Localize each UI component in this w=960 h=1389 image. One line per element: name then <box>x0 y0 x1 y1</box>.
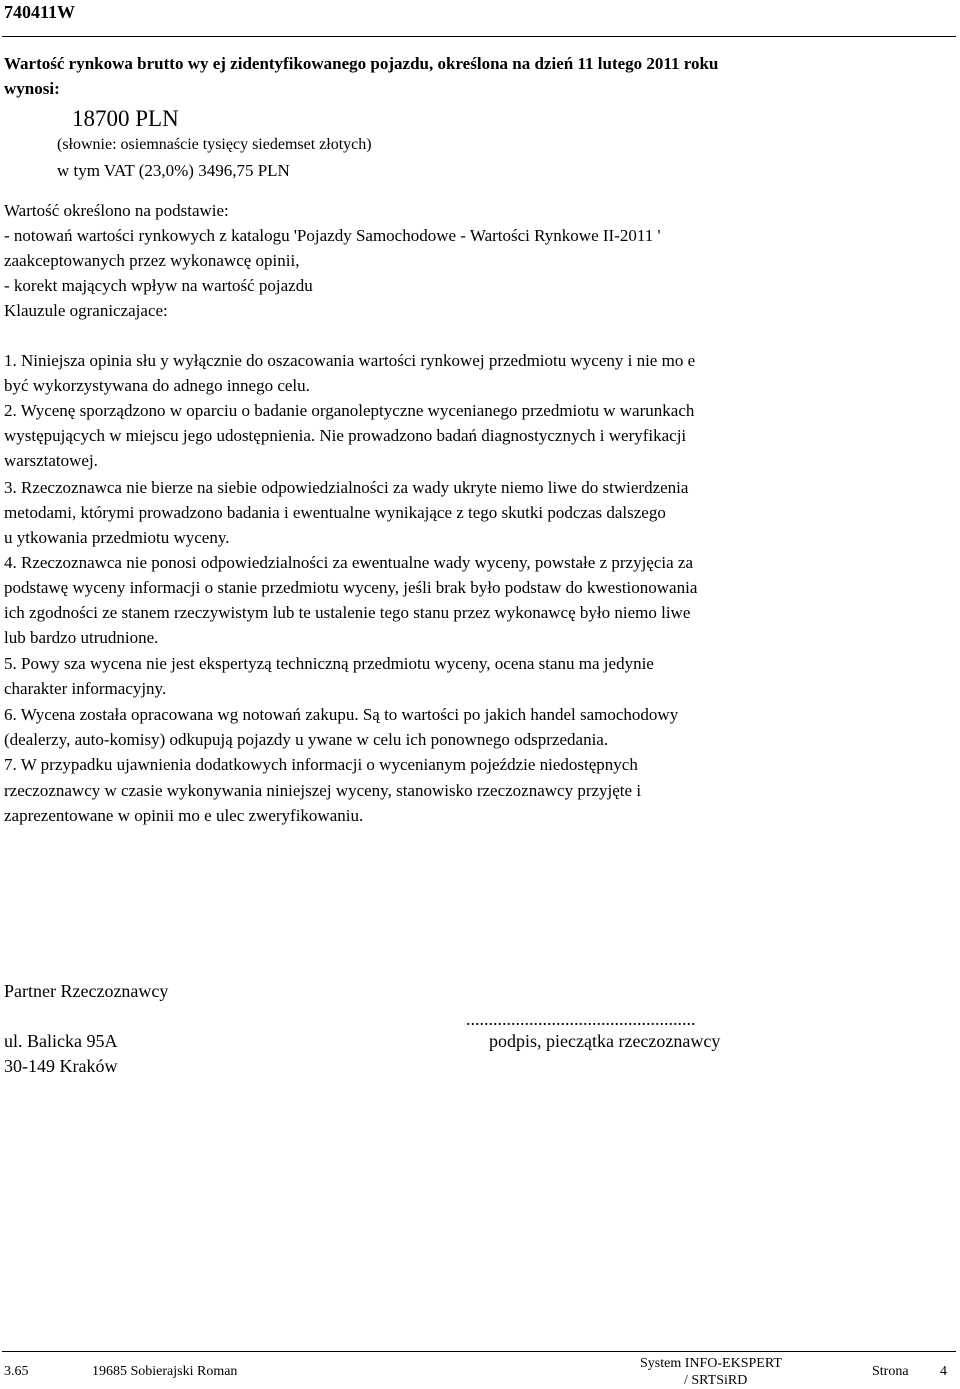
basis-title: Wartość określono na podstawie: <box>4 201 229 220</box>
clause-line: rzeczoznawcy w czasie wykonywania niniejszej wyceny, stanowisko rzeczoznawcy przyjęte i <box>4 781 642 800</box>
footer-rule <box>2 1351 956 1352</box>
footer-version: 3.65 <box>4 1364 29 1379</box>
clause-line: 6. Wycena została opracowana wg notowań zakupu. Są to wartości po jakich handel samochodowy <box>4 705 679 724</box>
valuation-amount: 18700 PLN <box>72 106 179 131</box>
basis-line-1: - notowań wartości rynkowych z katalogu 'Pojazdy Samochodowe - Wartości Rynkowe II-2011 ' <box>4 226 661 245</box>
clause-line: 3. Rzeczoznawca nie bierze na siebie odpowiedzialności za wady ukryte niemo liwe do stwierdzenia <box>4 478 689 497</box>
clause-line: 2. Wycenę sporządzono w oparciu o badanie organoleptyczne wycenianego przedmiotu w warunkach <box>4 401 695 420</box>
footer-page-number: 4 <box>940 1364 947 1379</box>
header-rule <box>2 36 956 37</box>
clause-line: (dealerzy, auto-komisy) odkupują pojazdy u ywane w celu ich ponownego odsprzedania. <box>4 730 609 749</box>
clause-line: 4. Rzeczoznawca nie ponosi odpowiedzialności za ewentualne wady wyceny, powstałe z przyjęcia za <box>4 553 693 572</box>
clause-line: podstawę wyceny informacji o stanie przedmiotu wyceny, jeśli brak było podstaw do kwestionowania <box>4 578 698 597</box>
clause-line: być wykorzystywana do adnego innego celu. <box>4 376 310 395</box>
partner-label: Partner Rzeczoznawcy <box>4 981 169 1001</box>
clause-line: charakter informacyjny. <box>4 679 167 698</box>
clause-line: 1. Niniejsza opinia słu y wyłącznie do oszacowania wartości rynkowej przedmiotu wyceny i nie mo e <box>4 351 696 370</box>
clause-line: 5. Powy sza wycena nie jest ekspertyzą techniczną przedmiotu wyceny, ocena stanu ma jedynie <box>4 654 654 673</box>
footer-page-label: Strona <box>872 1364 909 1379</box>
address-city: 30-149 Kraków <box>4 1056 118 1076</box>
valuation-line-2: wynosi: <box>4 79 60 98</box>
clause-line: u ytkowania przedmiotu wyceny. <box>4 528 230 547</box>
footer-user: 19685 Sobierajski Roman <box>92 1364 238 1379</box>
clause-line: warsztatowej. <box>4 451 98 470</box>
footer-system-line-2: / SRTSiRD <box>684 1373 748 1388</box>
valuation-amount-in-words: (słownie: osiemnaście tysięcy siedemset złotych) <box>57 136 372 153</box>
address-street: ul. Balicka 95A <box>4 1031 118 1051</box>
clause-line: zaprezentowane w opinii mo e ulec zweryfikowaniu. <box>4 806 364 825</box>
clause-line: występujących w miejscu jego udostępnienia. Nie prowadzono badań diagnostycznych i weryfikacji <box>4 426 687 445</box>
basis-line-2: zaakceptowanych przez wykonawcę opinii, <box>4 251 300 270</box>
signature-dots: ................................................... <box>466 1009 696 1029</box>
clause-line: metodami, którymi prowadzono badania i ewentualne wynikające z tego skutki podczas dalszego <box>4 503 666 522</box>
clause-line: ich zgodności ze stanem rzeczywistym lub te ustalenie tego stanu przez wykonawcę było niemo liwe <box>4 603 691 622</box>
document-header-code: 740411W <box>4 2 76 22</box>
clause-line: lub bardzo utrudnione. <box>4 628 159 647</box>
clause-line: 7. W przypadku ujawnienia dodatkowych informacji o wycenianym pojeździe niedostępnych <box>4 755 638 774</box>
footer-system-line-1: System INFO-EKSPERT <box>640 1356 782 1371</box>
signature-caption: podpis, pieczątka rzeczoznawcy <box>489 1031 721 1051</box>
valuation-vat: w tym VAT (23,0%) 3496,75 PLN <box>57 161 290 180</box>
valuation-line-1: Wartość rynkowa brutto wy ej zidentyfikowanego pojazdu, określona na dzień 11 lutego 2011 roku <box>4 54 719 73</box>
clauses-title: Klauzule ograniczajace: <box>4 301 168 320</box>
basis-line-3: - korekt mających wpływ na wartość pojazdu <box>4 276 313 295</box>
